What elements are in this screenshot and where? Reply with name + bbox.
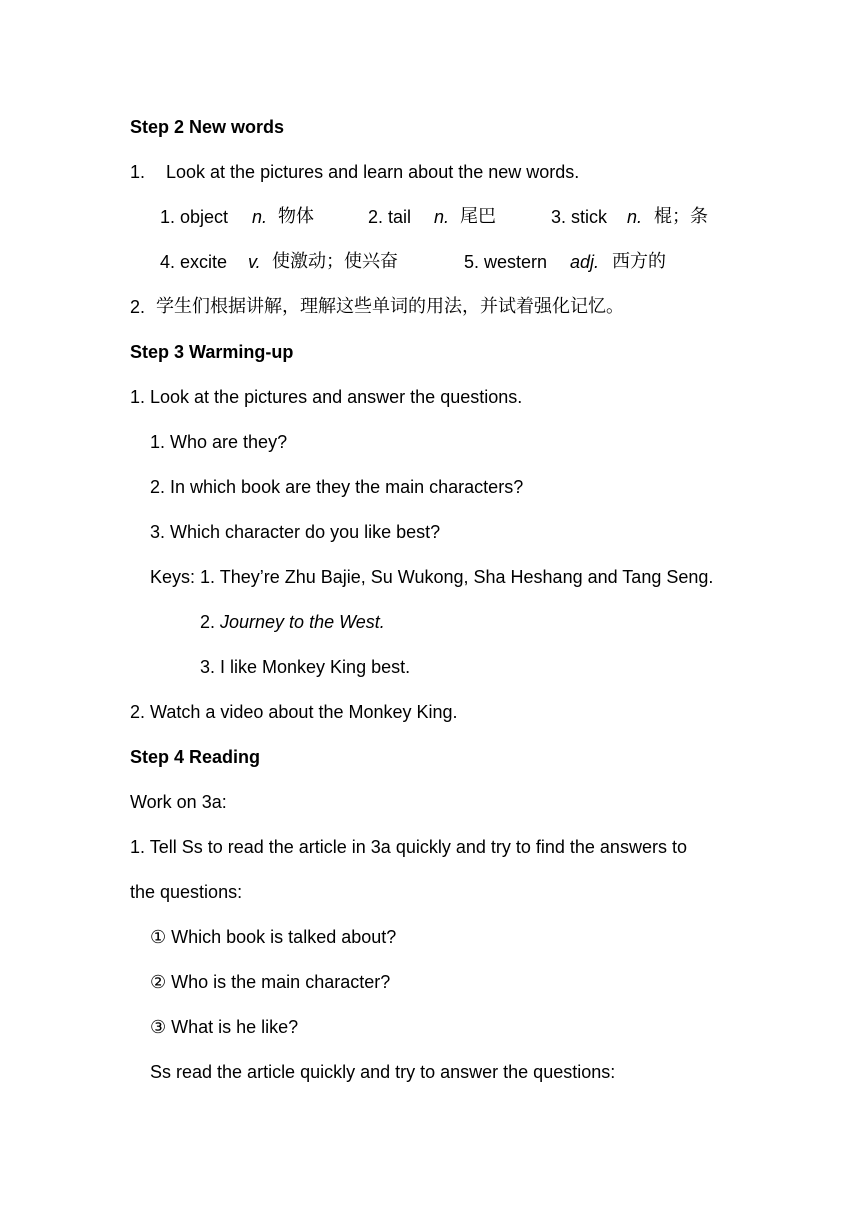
vocab-word-tail: 2. tail [368,207,412,227]
vocab-row-2 [160,251,800,275]
step3-question-3: 3. Which character do you like best? [150,522,441,542]
step3-key-1 [150,566,713,588]
step2-item1-number: 1. [130,162,146,182]
step2-item1-text: Look at the pictures and learn about the new words. [166,162,580,182]
step3-heading: Step 3 Warming-up [130,342,294,362]
step2-heading: Step 2 New words [130,117,285,137]
step4-work-on: Work on 3a: [130,792,227,812]
vocab-pos-tail: n. [434,207,450,227]
step4-question-1: ① Which book is talked about? [150,927,397,947]
step3-key-2 [200,611,385,633]
step4-question-3: ③ What is he like? [150,1017,299,1037]
vocab-meaning-excite: 使激动；使兴奋 [272,251,398,272]
vocab-pos-stick: n. [627,207,643,227]
vocab-word-western: 5. western [464,252,548,272]
step2-item2-number: 2. [130,297,146,317]
step4-item1-line2: the questions: [130,882,243,902]
keys-label: Keys: [150,567,201,587]
step2-item2-text: 学生们根据讲解，理解这些单词的用法，并试着强化记忆。 [156,296,624,317]
vocab-meaning-western: 西方的 [612,251,666,272]
step3-key-3: 3. I like Monkey King best. [200,657,411,677]
step3-item2: 2. Watch a video about the Monkey King. [130,702,458,722]
vocab-pos-western: adj. [570,252,600,272]
step3-item1: 1. Look at the pictures and answer the questions. [130,387,523,407]
key-2-book-title: Journey to the West. [220,612,385,632]
vocab-meaning-object: 物体 [278,206,314,227]
vocab-meaning-tail: 尾巴 [460,206,496,227]
step3-question-1: 1. Who are they? [150,432,288,452]
vocab-pos-object: n. [252,207,268,227]
vocab-pos-excite: v. [248,252,261,272]
step4-heading: Step 4 Reading [130,747,261,767]
step4-question-2: ② Who is the main character? [150,972,391,992]
step4-item1-line1: 1. Tell Ss to read the article in 3a quickly and try to find the answers to [130,837,687,857]
vocab-word-object: 1. object [160,207,229,227]
key-2-number: 2. [200,612,221,632]
step4-ss-line: Ss read the article quickly and try to answer the questions: [150,1062,616,1082]
vocab-meaning-stick: 棍；条 [654,206,708,227]
key-1-text: 1. They’re Zhu Bajie, Su Wukong, Sha Heshang and Tang Seng. [200,567,714,587]
step3-question-2: 2. In which book are they the main characters? [150,477,524,497]
vocab-row-1 [160,206,800,230]
vocab-word-excite: 4. excite [160,252,228,272]
vocab-word-stick: 3. stick [551,207,608,227]
